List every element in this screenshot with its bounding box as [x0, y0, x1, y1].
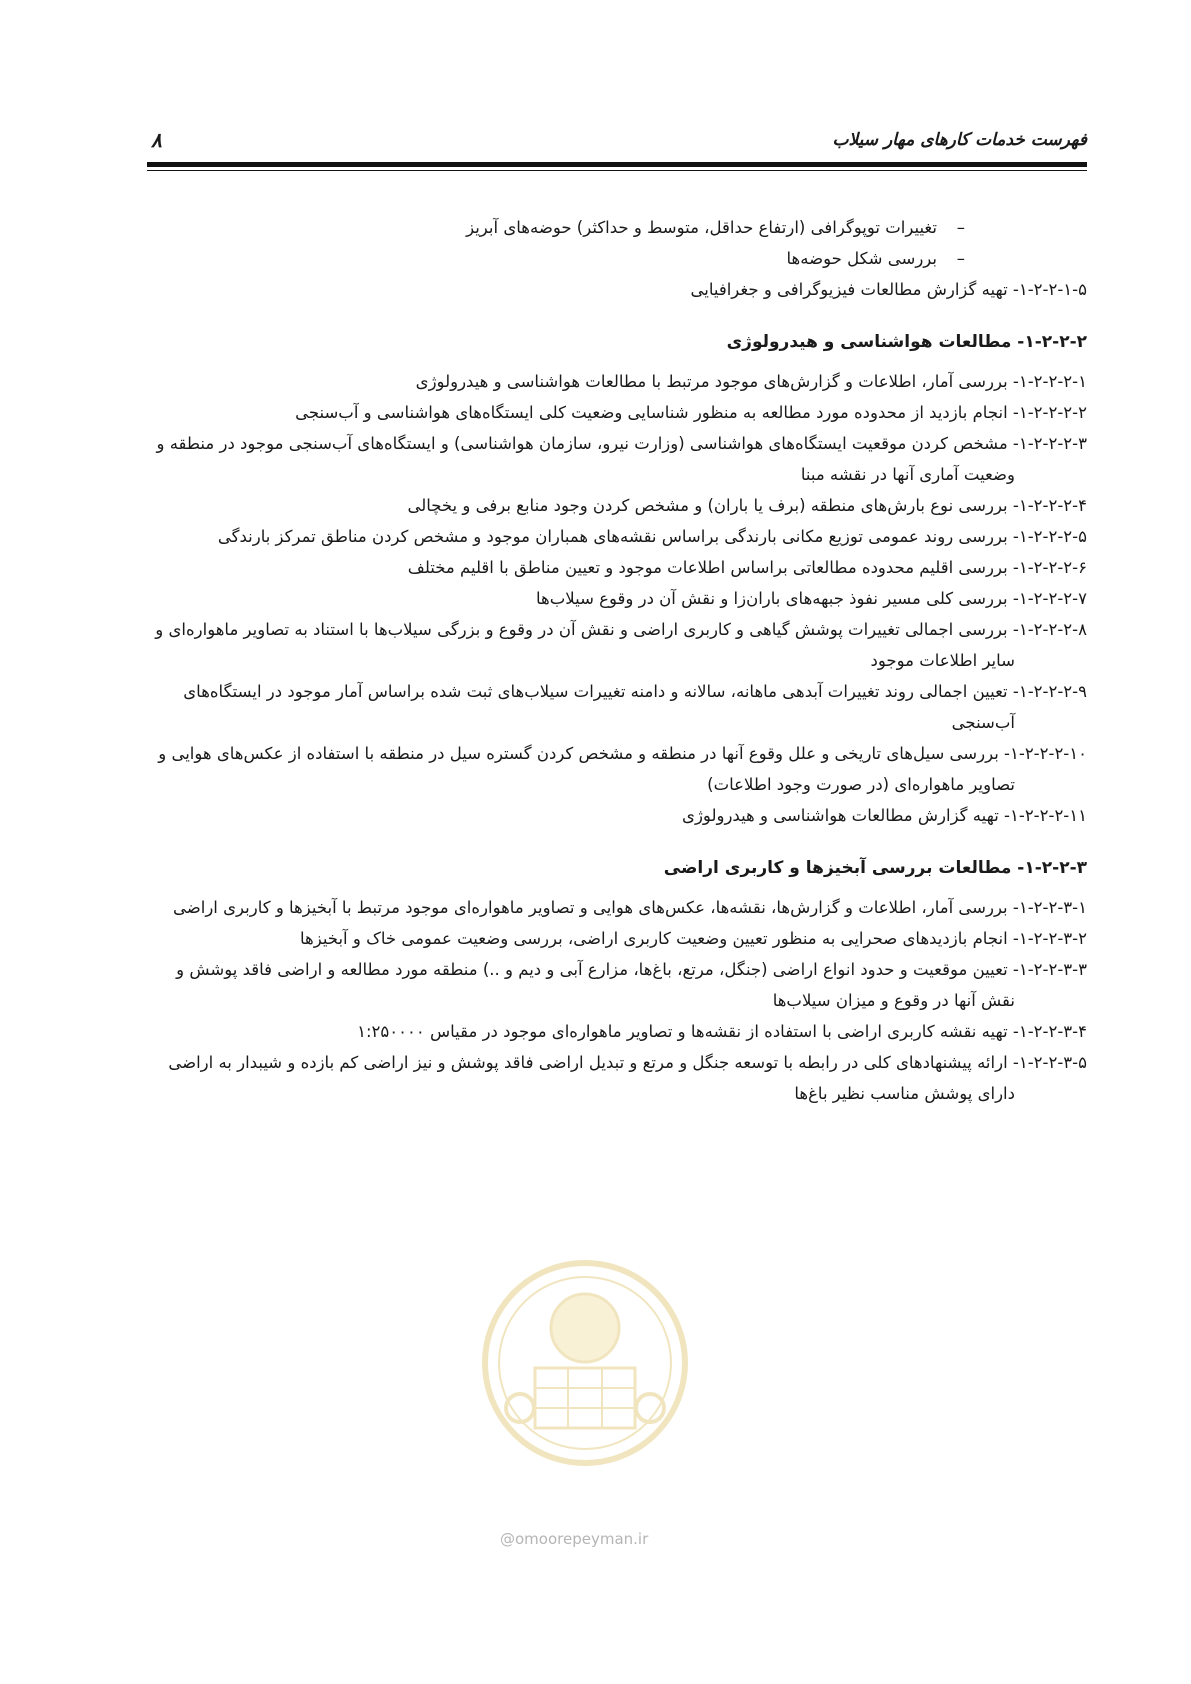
- document-body: [147, 212, 1087, 1109]
- bullet-item: [147, 243, 1087, 274]
- list-item: ۱-۲-۲-۳-۱- بررسی آمار، اطلاعات و گزارش‌ها، نقشه‌ها، عکس‌های هوایی و تصاویر ماهواره‌ای موجود مرتبط با آبخیزها و کاربری اراضی: [172, 898, 1087, 917]
- list-item: ۱-۲-۲-۲-۱۱- تهیه گزارش مطالعات هواشناسی و هیدرولوژی: [682, 806, 1087, 825]
- list-item: ۱-۲-۲-۲-۹- تعیین اجمالی روند تغییرات آبدهی ماهانه، سالانه و دامنه تغییرات سیلاب‌های ثبت شده براساس آمار موجود در ایستگاه‌های آب‌سنجی: [183, 682, 1087, 732]
- list-item: ۱-۲-۲-۳-۲- انجام بازدیدهای صحرایی به منظور تعیین وضعیت کاربری اراضی، بررسی وضعیت عمومی خاک و آبخیزها: [300, 929, 1087, 948]
- page-header: [147, 128, 1087, 158]
- bullet-text: بررسی شکل حوضه‌ها: [786, 249, 937, 268]
- list-item: ۱-۲-۲-۲-۳- مشخص کردن موقعیت ایستگاه‌های هواشناسی (وزارت نیرو، سازمان هواشناسی) و ایستگاه‌های آب‌سنجی موجود در منطقه و وضعیت آماری آنها در نقشه مبنا: [156, 434, 1087, 484]
- section-heading: ۱-۲-۲-۳- مطالعات بررسی آبخیزها و کاربری اراضی: [663, 858, 1087, 878]
- list-item: ۱-۲-۲-۲-۵- بررسی روند عمومی توزیع مکانی بارندگی براساس نقشه‌های همباران موجود و مشخص کردن مناطق تمرکز بارندگی: [217, 527, 1087, 546]
- watermark-logo: [480, 1258, 690, 1468]
- list-item: ۱-۲-۲-۲-۱۰- بررسی سیل‌های تاریخی و علل وقوع آنها در منطقه و مشخص کردن گستره سیل در منطقه با استفاده از عکس‌های هوایی و تصاویر ماهواره‌ای (در صورت وجود اطلاعات): [158, 744, 1087, 794]
- header-title: فهرست خدمات کارهای مهار سیلاب: [832, 130, 1087, 150]
- bullet-dash: –: [956, 249, 965, 268]
- section-heading: ۱-۲-۲-۲- مطالعات هواشناسی و هیدرولوژی: [726, 332, 1087, 352]
- list-item: ۱-۲-۲-۳-۵- ارائه پیشنهادهای کلی در رابطه با توسعه جنگل و مرتع و تبدیل اراضی فاقد پوشش و نیز اراضی کم بازده و شیبدار به اراضی دارای پوشش مناسب نظیر باغ‌ها: [168, 1053, 1087, 1103]
- header-rule-thick: [147, 162, 1087, 167]
- bullet-text: تغییرات توپوگرافی (ارتفاع حداقل، متوسط و حداکثر) حوضه‌های آبریز: [466, 218, 937, 237]
- header-rule-thin: [147, 170, 1087, 171]
- list-item: ۱-۲-۲-۲-۱- بررسی آمار، اطلاعات و گزارش‌های موجود مرتبط با مطالعات هواشناسی و هیدرولوژی: [415, 372, 1087, 391]
- list-item: ۱-۲-۲-۲-۶- بررسی اقلیم محدوده مطالعاتی براساس اطلاعات موجود و تعیین مناطق با اقلیم مختلف: [407, 558, 1087, 577]
- list-item: ۱-۲-۲-۲-۷- بررسی کلی مسیر نفوذ جبهه‌های باران‌زا و نقش آن در وقوع سیلاب‌ها: [535, 589, 1087, 608]
- watermark-url: @omoorepeyman.ir: [500, 1530, 649, 1548]
- list-item: ۱-۲-۲-۲-۲- انجام بازدید از محدوده مورد مطالعه به منظور شناسایی وضعیت کلی ایستگاه‌های هواشناسی و آب‌سنجی: [295, 403, 1087, 422]
- list-item: ۱-۲-۲-۲-۸- بررسی اجمالی تغییرات پوشش گیاهی و کاربری اراضی و نقش آن در وقوع و بزرگی سیلاب‌ها با استناد به تصاویر ماهواره‌ای و سایر اطلاعات موجود: [155, 620, 1087, 670]
- bullet-dash: –: [956, 218, 965, 237]
- bullet-item: [147, 212, 1087, 243]
- list-item: ۱-۲-۲-۱-۵- تهیه گزارش مطالعات فیزیوگرافی و جغرافیایی: [690, 280, 1087, 299]
- list-item: ۱-۲-۲-۳-۴- تهیه نقشه کاربری اراضی با استفاده از نقشه‌ها و تصاویر ماهواره‌ای موجود در مقیاس ۱:۲۵۰۰۰۰: [357, 1022, 1087, 1041]
- list-item: ۱-۲-۲-۲-۴- بررسی نوع بارش‌های منطقه (برف یا باران) و مشخص کردن وجود منابع برفی و یخچالی: [407, 496, 1087, 515]
- list-item: ۱-۲-۲-۳-۳- تعیین موقعیت و حدود انواع اراضی (جنگل، مرتع، باغ‌ها، مزارع آبی و دیم و ..) منطقه مورد مطالعه و اراضی فاقد پوشش و نقش آنها در وقوع و میزان سیلاب‌ها: [176, 960, 1087, 1010]
- page-number: ۸: [151, 128, 162, 152]
